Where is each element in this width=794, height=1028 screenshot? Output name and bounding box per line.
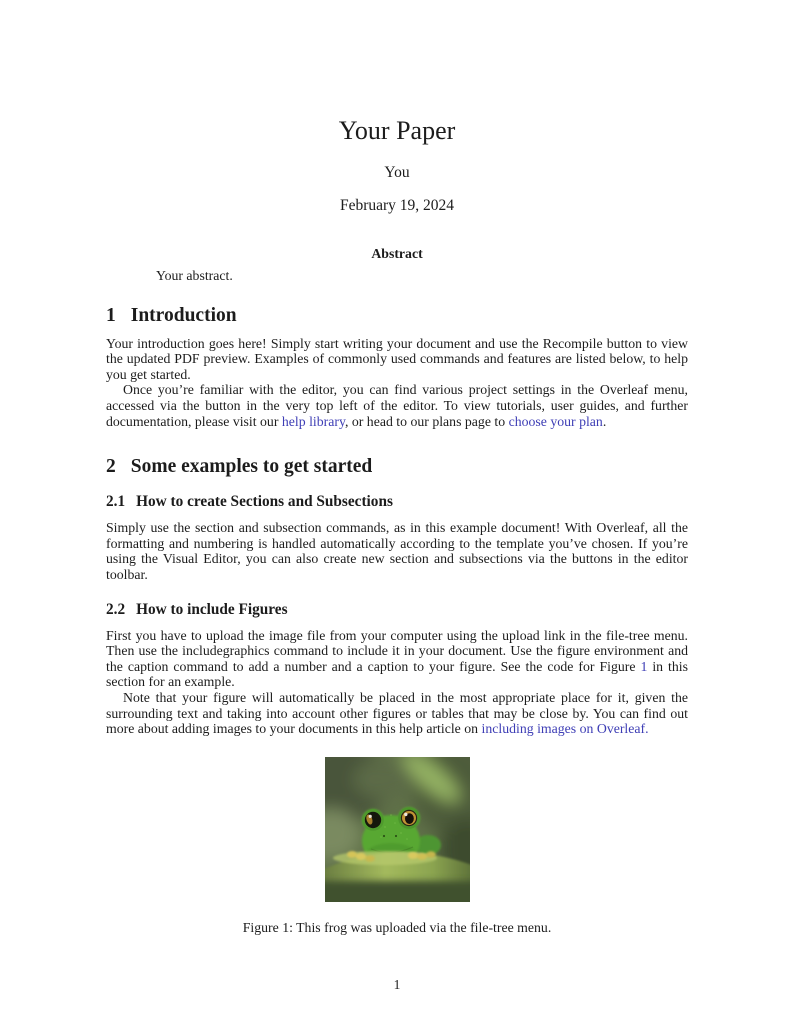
abstract-text: Your abstract. <box>156 268 233 283</box>
figures-paragraph-1 <box>106 628 688 690</box>
subsection-title: How to include Figures <box>136 600 288 618</box>
subsection-title: How to create Sections and Subsections <box>136 493 393 511</box>
text-run: Once you’re familiar with the editor, you can find various project settings in the Overleaf menu, accessed via the button in the very top left of the editor. To view tutorials, user guides, and further documentation, please visit our <box>106 382 688 429</box>
text-run: , or head to our plans page to <box>344 413 509 429</box>
intro-paragraph-2 <box>106 382 688 429</box>
text-run: First you have to upload the image file from your computer using the upload link in the file-tree menu. Then use the includegraphics command to include it in your document. Use the figure environment and the caption command to add a number and a caption to your figure. See the code for Figure <box>106 627 688 674</box>
frog-photo-image <box>325 757 470 902</box>
section-number: 1 <box>106 304 116 326</box>
help-library-link[interactable]: help library <box>281 413 345 429</box>
figure-1 <box>106 757 688 936</box>
document-title: Your Paper <box>338 116 456 145</box>
title-block <box>0 0 794 215</box>
figure-1-caption: Figure 1: This frog was uploaded via the file-tree menu. <box>242 919 552 935</box>
choose-your-plan-link[interactable]: choose your plan <box>508 413 603 429</box>
document-body <box>106 304 688 936</box>
document-author: You <box>384 164 410 181</box>
figure-1-reference-link[interactable]: 1 <box>640 658 648 674</box>
subsection-number: 2.2 <box>106 600 126 618</box>
section-2-heading <box>106 455 688 478</box>
text-run: in this section for an example. <box>106 658 688 690</box>
section-1-heading <box>106 304 688 327</box>
including-images-on-overleaf-link[interactable]: including images on Overleaf. <box>481 721 649 737</box>
section-number: 2 <box>106 456 116 478</box>
subsection-2-2-heading <box>106 601 688 619</box>
abstract-block <box>0 246 794 284</box>
subsection-2-1-paragraph: Simply use the section and subsection commands, as in this example document! With Overleaf, all the formatting and numbering is handled automatically according to the template you’ve chosen. If you’re using the Visual Editor, you can also create new section and subsections via the buttons in the editor toolbar. <box>106 520 688 582</box>
text-run: Note that your figure will automatically be placed in the most appropriate place for it, given the surrounding text and taking into account other figures or tables that may be close by. You can find out more about adding images to your documents in this help article on <box>106 689 688 737</box>
document-date: February 19, 2024 <box>339 197 455 214</box>
abstract-heading: Abstract <box>371 246 423 261</box>
intro-paragraph-1: Your introduction goes here! Simply start writing your document and use the Recompile button to view the updated PDF preview. Examples of commonly used commands and features are listed below, to help you get started. <box>106 335 688 382</box>
page-number: 1 <box>393 977 401 992</box>
text-run: . <box>602 413 607 429</box>
figures-paragraph-2 <box>106 690 688 737</box>
subsection-number: 2.1 <box>106 493 126 511</box>
subsection-2-1-heading <box>106 493 688 511</box>
section-title: Some examples to get started <box>130 456 373 478</box>
section-title: Introduction <box>130 304 237 326</box>
